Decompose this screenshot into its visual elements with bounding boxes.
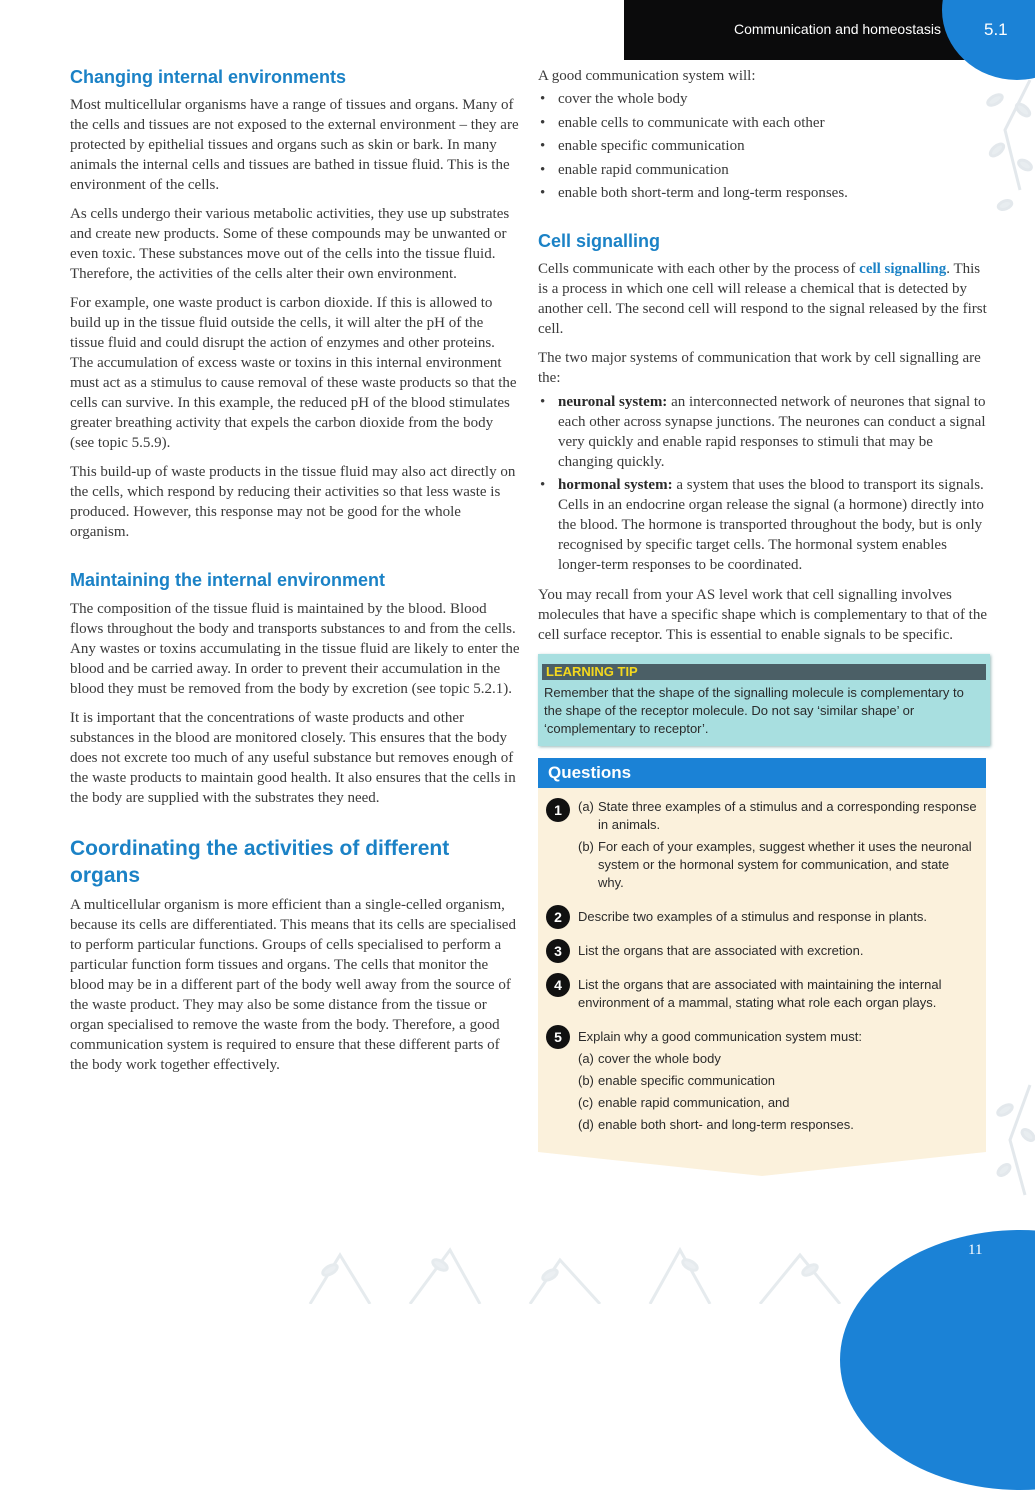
- question-item: [546, 973, 978, 1012]
- paragraph: This build-up of waste products in the tissue fluid may also act directly on the cells, which respond by reducing their activities so that less waste is produced. However, this response may not be good for the whole organism.: [70, 464, 516, 541]
- questions-box-tail: [538, 1152, 986, 1176]
- list-item: • neuronal system: an interconnected network of neurones that signal to each other across synapse junctions. The neurones can conduct a signal very quickly and enable rapid responses to stimuli that may be changing quickly.: [558, 392, 990, 472]
- heading-cell-signalling: Cell signalling: [538, 230, 661, 251]
- footer-badge: [840, 1230, 1035, 1490]
- list-item: • enable cells to communicate with each other: [558, 112, 990, 136]
- learning-tip-text: Remember that the shape of the signalling molecule is complementary to the shape of the receptor molecule. Do not say ‘similar shape’ or ‘complementary to receptor’.: [544, 684, 964, 736]
- question-text: List the organs that are associated with maintaining the internal environment of a mammal, stating what role each organ plays.: [578, 976, 942, 1010]
- questions-box: [538, 758, 986, 1176]
- paragraph: It is important that the concentrations of waste products and other substances in the blood are monitored closely. This ensures that the body does not excrete too much of any useful substance but removes enough of the waste products to maintain good health. It also ensures that the cells in the body are supplied with the substrates they need.: [70, 709, 516, 806]
- question-number: 3: [546, 939, 570, 963]
- paragraph: The composition of the tissue fluid is maintained by the blood. Blood flows throughout the body and transports substances to and from the cells. Any wastes or toxins accumulating in the tissue fluid are likely to enter the blood and be carried away. In order to prevent their accumulation in the blood they must be removed from the body by excretion (see topic 5.2.1).: [70, 600, 520, 697]
- paragraph: Most multicellular organisms have a range of tissues and organs. Many of the cells and tissues are not exposed to the external environment – they are protected by epithelial tissues and organs such as skin or bark. In many animals the internal cells and tissues are bathed in tissue fluid. This is the environment of the cells.: [70, 97, 519, 194]
- left-column: [70, 66, 520, 1084]
- right-column: [538, 66, 990, 1176]
- heading-maintaining-internal-environment: Maintaining the internal environment: [70, 570, 386, 591]
- question-item: 1 (a) State three examples of a stimulus and a corresponding response in animals. (b) For each of your examples, suggest whether it uses the neuronal system or the hormonal system for communication, and state why.: [546, 798, 978, 892]
- question-number: 4: [546, 973, 570, 997]
- list-item: • enable both short-term and long-term responses.: [558, 182, 990, 206]
- leaf-decoration-bottom-icon: [300, 1235, 860, 1304]
- learning-tip-box: [538, 654, 990, 746]
- paragraph: Cells communicate with each other by the process of cell signalling. This is a process in which one cell will release a chemical that is detected by another cell. The second cell will respond to the signal released by the first cell.: [538, 260, 987, 337]
- chapter-title: Communication and homeostasis: [734, 21, 941, 37]
- question-number: 2: [546, 905, 570, 929]
- question-text: Explain why a good communication system must:: [578, 1028, 862, 1044]
- list-item: • cover the whole body: [558, 88, 990, 112]
- paragraph: As cells undergo their various metabolic activities, they use up substrates and create new products. Some of these compounds may be unwanted or even toxic. These substances move out of the cells into the tissue fluid. Therefore, the activities of the cells alter their own environment.: [70, 206, 510, 283]
- key-term: cell signalling: [859, 260, 947, 277]
- section-number: 5.1: [984, 20, 1008, 39]
- questions-heading: Questions: [538, 758, 986, 788]
- heading-changing-internal-environments: Changing internal environments: [70, 67, 347, 87]
- question-item: [546, 905, 978, 926]
- heading-coordinating-organs: Coordinating the activities of different organs: [70, 836, 450, 888]
- questions-body: [538, 788, 986, 1152]
- paragraph: A multicellular organism is more efficient than a single-celled organism, because its cells are differentiated. This means that its cells are specialised to perform particular functions. Groups of cells specialised to perform a particular function form tissues and organs. The cells that monitor the blood may be in a different part of the body well away from the source of the waste product. They may also be some distance from the tissue or organ specialised to remove the waste from the body. Therefore, a good communication system is required to ensure that these different parts of the body work together effectively.: [70, 897, 516, 1074]
- question-item: [546, 939, 978, 960]
- list-item: • enable specific communication: [558, 135, 990, 159]
- paragraph: The two major systems of communication that work by cell signalling are the:: [538, 349, 981, 386]
- list-item: • enable rapid communication: [558, 159, 990, 183]
- question-number: 5: [546, 1025, 570, 1049]
- leaf-decoration-right-icon: [990, 1080, 1035, 1200]
- question-text: List the organs that are associated with excretion.: [578, 942, 864, 958]
- systems-list: [538, 392, 990, 575]
- intro-text: A good communication system will:: [538, 68, 756, 84]
- question-item: 5 Explain why a good communication system must: (a) cover the whole body (b) enable specific communication (c) enable rapid communication, and (d) enable both short- and long-term responses.: [546, 1025, 978, 1134]
- learning-tip-label: LEARNING TIP: [542, 664, 986, 680]
- paragraph: For example, one waste product is carbon dioxide. If this is allowed to build up in the tissue fluid outside the cells, it will alter the pH of the tissue fluid and could disrupt the action of enzymes and other proteins. The accumulation of excess waste or toxins in this internal environment must act as a stimulus to cause removal of these waste products so that the cells can survive. In this example, the reduced pH of the blood stimulates greater breathing activity that expels the carbon dioxide from the body (see topic 5.5.9).: [70, 295, 517, 452]
- requirements-list: [538, 88, 990, 206]
- question-text: Describe two examples of a stimulus and response in plants.: [578, 908, 928, 924]
- page-number: 11: [968, 1242, 983, 1258]
- question-number: 1: [546, 798, 570, 822]
- paragraph: You may recall from your AS level work that cell signalling involves molecules that have a specific shape which is complementary to that of the cell surface receptor. This is essential to enable signals to be specific.: [538, 586, 988, 643]
- list-item: • hormonal system: a system that uses the blood to transport its signals. Cells in an endocrine organ release the signal (a hormone) directly into the blood. The hormone is transported throughout the body, but is only recognised by specific target cells. The hormonal system enables longer-term responses to be coordinated.: [558, 475, 990, 575]
